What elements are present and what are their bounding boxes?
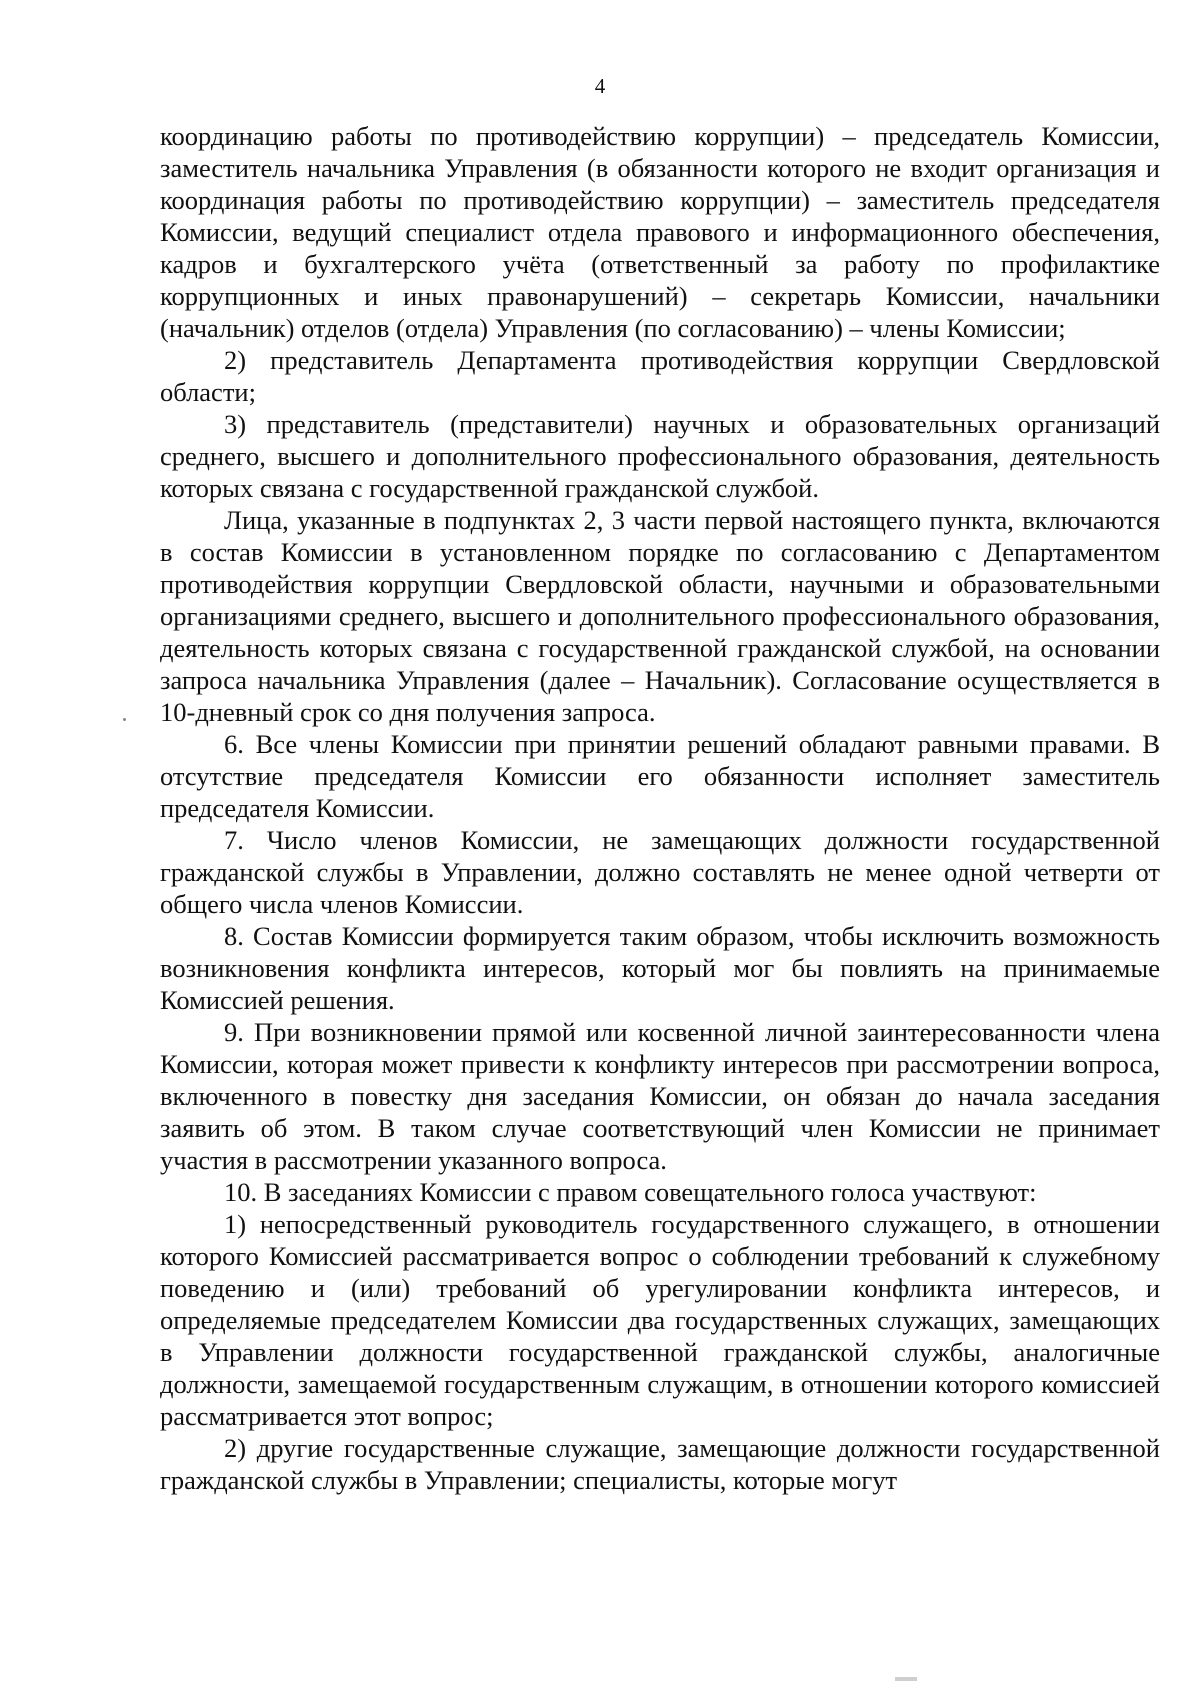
scan-smudge [895,1677,917,1681]
paragraph-item-7: 7. Число членов Комиссии, не замещающих должности государственной гражданской службы в Управлении, должно составлять не менее одной четверти от общего числа членов Комиссии. [160,825,1160,919]
paragraph-continuation: координацию работы по противодействию коррупции) – председатель Комиссии, заместитель начальника Управления (в обязанности которого не входит организация и координация работы по противодействию коррупции) – заместитель председателя Комиссии, ведущий специалист отдела правового и информационного обеспечения, кадров и бухгалтерского учёта (ответственный за работу по профилактике коррупционных и иных правонарушений) – секретарь Комиссии, начальники (начальник) отделов (отдела) Управления (по согласованию) – члены Комиссии; [160,121,1160,343]
page-number: 4 [594,74,606,98]
paragraph-subitem-2: 2) представитель Департамента противодействия коррупции Свердловской области; [160,345,1160,407]
paragraph-item-6: 6. Все члены Комиссии при принятии решений обладают равными правами. В отсутствие председателя Комиссии его обязанности исполняет заместитель председателя Комиссии. [160,729,1160,823]
document-body [160,120,1160,1496]
paragraph-item-9: 9. При возникновении прямой или косвенной личной заинтересованности члена Комиссии, которая может привести к конфликту интересов при рассмотрении вопроса, включенного в повестку дня заседания Комиссии, он обязан до начала заседания заявить об этом. В таком случае соответствующий член Комиссии не принимает участия в рассмотрении указанного вопроса. [160,1017,1160,1175]
scan-speck [123,718,126,721]
paragraph-item-8: 8. Состав Комиссии формируется таким образом, чтобы исключить возможность возникновения конфликта интересов, который мог бы повлиять на принимаемые Комиссией решения. [160,921,1160,1015]
paragraph-item-10-sub-1: 1) непосредственный руководитель государственного служащего, в отношении которого Комиссией рассматривается вопрос о соблюдении требований к служебному поведению и (или) требований об урегулировании конфликта интересов, и определяемые председателем Комиссии два государственных служащих, замещающих в Управлении должности государственной гражданской службы, аналогичные должности, замещаемой государственным служащим, в отношении которого комиссией рассматривается этот вопрос; [160,1209,1160,1431]
paragraph-subitem-3: 3) представитель (представители) научных и образовательных организаций среднего, высшего и дополнительного профессионального образования, деятельность которых связана с государственной гражданской службой. [160,409,1160,503]
paragraph-item-10-sub-2: 2) другие государственные служащие, замещающие должности государственной гражданской службы в Управлении; специалисты, которые могут [160,1433,1160,1495]
paragraph-item-10: 10. В заседаниях Комиссии с правом совещательного голоса участвуют: [224,1177,1037,1207]
paragraph-persons: Лица, указанные в подпунктах 2, 3 части первой настоящего пункта, включаются в состав Комиссии в установленном порядке по согласованию с Департаментом противодействия коррупции Свердловской области, научными и образовательными организациями среднего, высшего и дополнительного профессионального образования, деятельность которых связана с государственной гражданской службой, на основании запроса начальника Управления (далее – Начальник). Согласование осуществляется в 10-дневный срок со дня получения запроса. [160,505,1160,727]
